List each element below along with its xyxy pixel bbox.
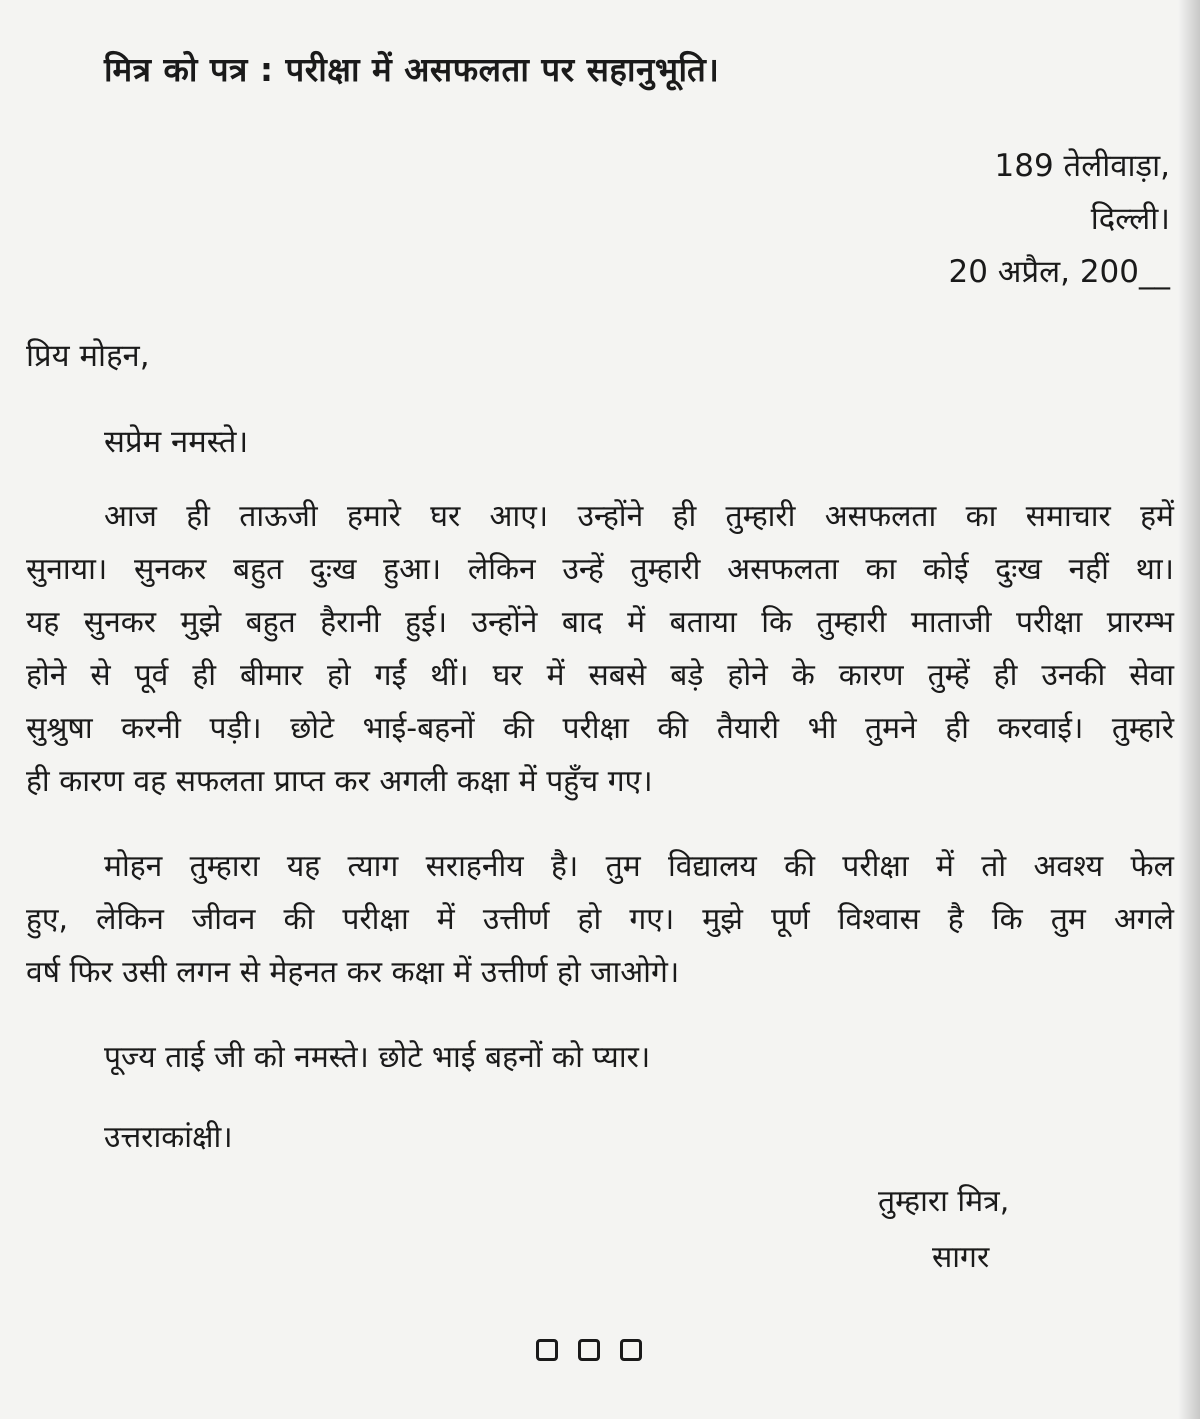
- greeting: सप्रेम नमस्ते।: [104, 424, 249, 460]
- square-outline-icon: [578, 1339, 600, 1361]
- paragraph-line: आज ही ताऊजी हमारे घर आए। उन्होंने ही तुम्हारी असफलता का समाचार हमें: [104, 499, 1174, 534]
- address-line-1: 189 तेलीवाड़ा,: [994, 148, 1170, 184]
- end-marks: [536, 1339, 642, 1361]
- salutation: प्रिय मोहन,: [26, 338, 150, 374]
- yours-line: उत्तराकांक्षी।: [104, 1120, 233, 1155]
- square-outline-icon: [620, 1339, 642, 1361]
- paragraph-line: वर्ष फिर उसी लगन से मेहनत कर कक्षा में उत्तीर्ण हो जाओगे।: [26, 955, 680, 990]
- page-edge-shadow: [1178, 0, 1200, 1419]
- sender-address: [770, 140, 1170, 299]
- letter-title: मित्र को पत्र : परीक्षा में असफलता पर सहानुभूति।: [104, 50, 720, 89]
- paragraph-line: होने से पूर्व ही बीमार हो गईं थीं। घर में सबसे बड़े होने के कारण तुम्हें ही उनकी सेवा: [26, 658, 1174, 693]
- address-line-2: दिल्ली।: [1090, 201, 1170, 237]
- paragraph-line: सुश्रुषा करनी पड़ी। छोटे भाई-बहनों की परीक्षा की तैयारी भी तुमने ही करवाई। तुम्हारे: [26, 711, 1174, 746]
- paragraph-line: यह सुनकर मुझे बहुत हैरानी हुई। उन्होंने बाद में बताया कि तुम्हारी माताजी परीक्षा प्रारम्भ: [26, 605, 1174, 640]
- closing-line: पूज्य ताई जी को नमस्ते। छोटे भाई बहनों को प्यार।: [104, 1040, 651, 1075]
- paragraph-line: सुनाया। सुनकर बहुत दुःख हुआ। लेकिन उन्हें तुम्हारी असफलता का कोई दुःख नहीं था।: [26, 552, 1174, 587]
- paragraph-line: ही कारण वह सफलता प्राप्त कर अगली कक्षा में पहुँच गए।: [26, 764, 653, 799]
- signature-block: [878, 1174, 1098, 1286]
- paragraph-line: हुए, लेकिन जीवन की परीक्षा में उत्तीर्ण हो गए। मुझे पूर्ण विश्वास है कि तुम अगले: [26, 902, 1174, 937]
- paragraph-line: मोहन तुम्हारा यह त्याग सराहनीय है। तुम विद्यालय की परीक्षा में तो अवश्य फेल: [104, 849, 1174, 884]
- letter-date: 20 अप्रैल, 200__: [948, 254, 1170, 290]
- signature-name: सागर: [932, 1240, 990, 1275]
- square-outline-icon: [536, 1339, 558, 1361]
- signature-relation: तुम्हारा मित्र,: [878, 1184, 1010, 1219]
- body-paragraph-2: [26, 840, 1174, 999]
- body-paragraph-1: [26, 490, 1174, 808]
